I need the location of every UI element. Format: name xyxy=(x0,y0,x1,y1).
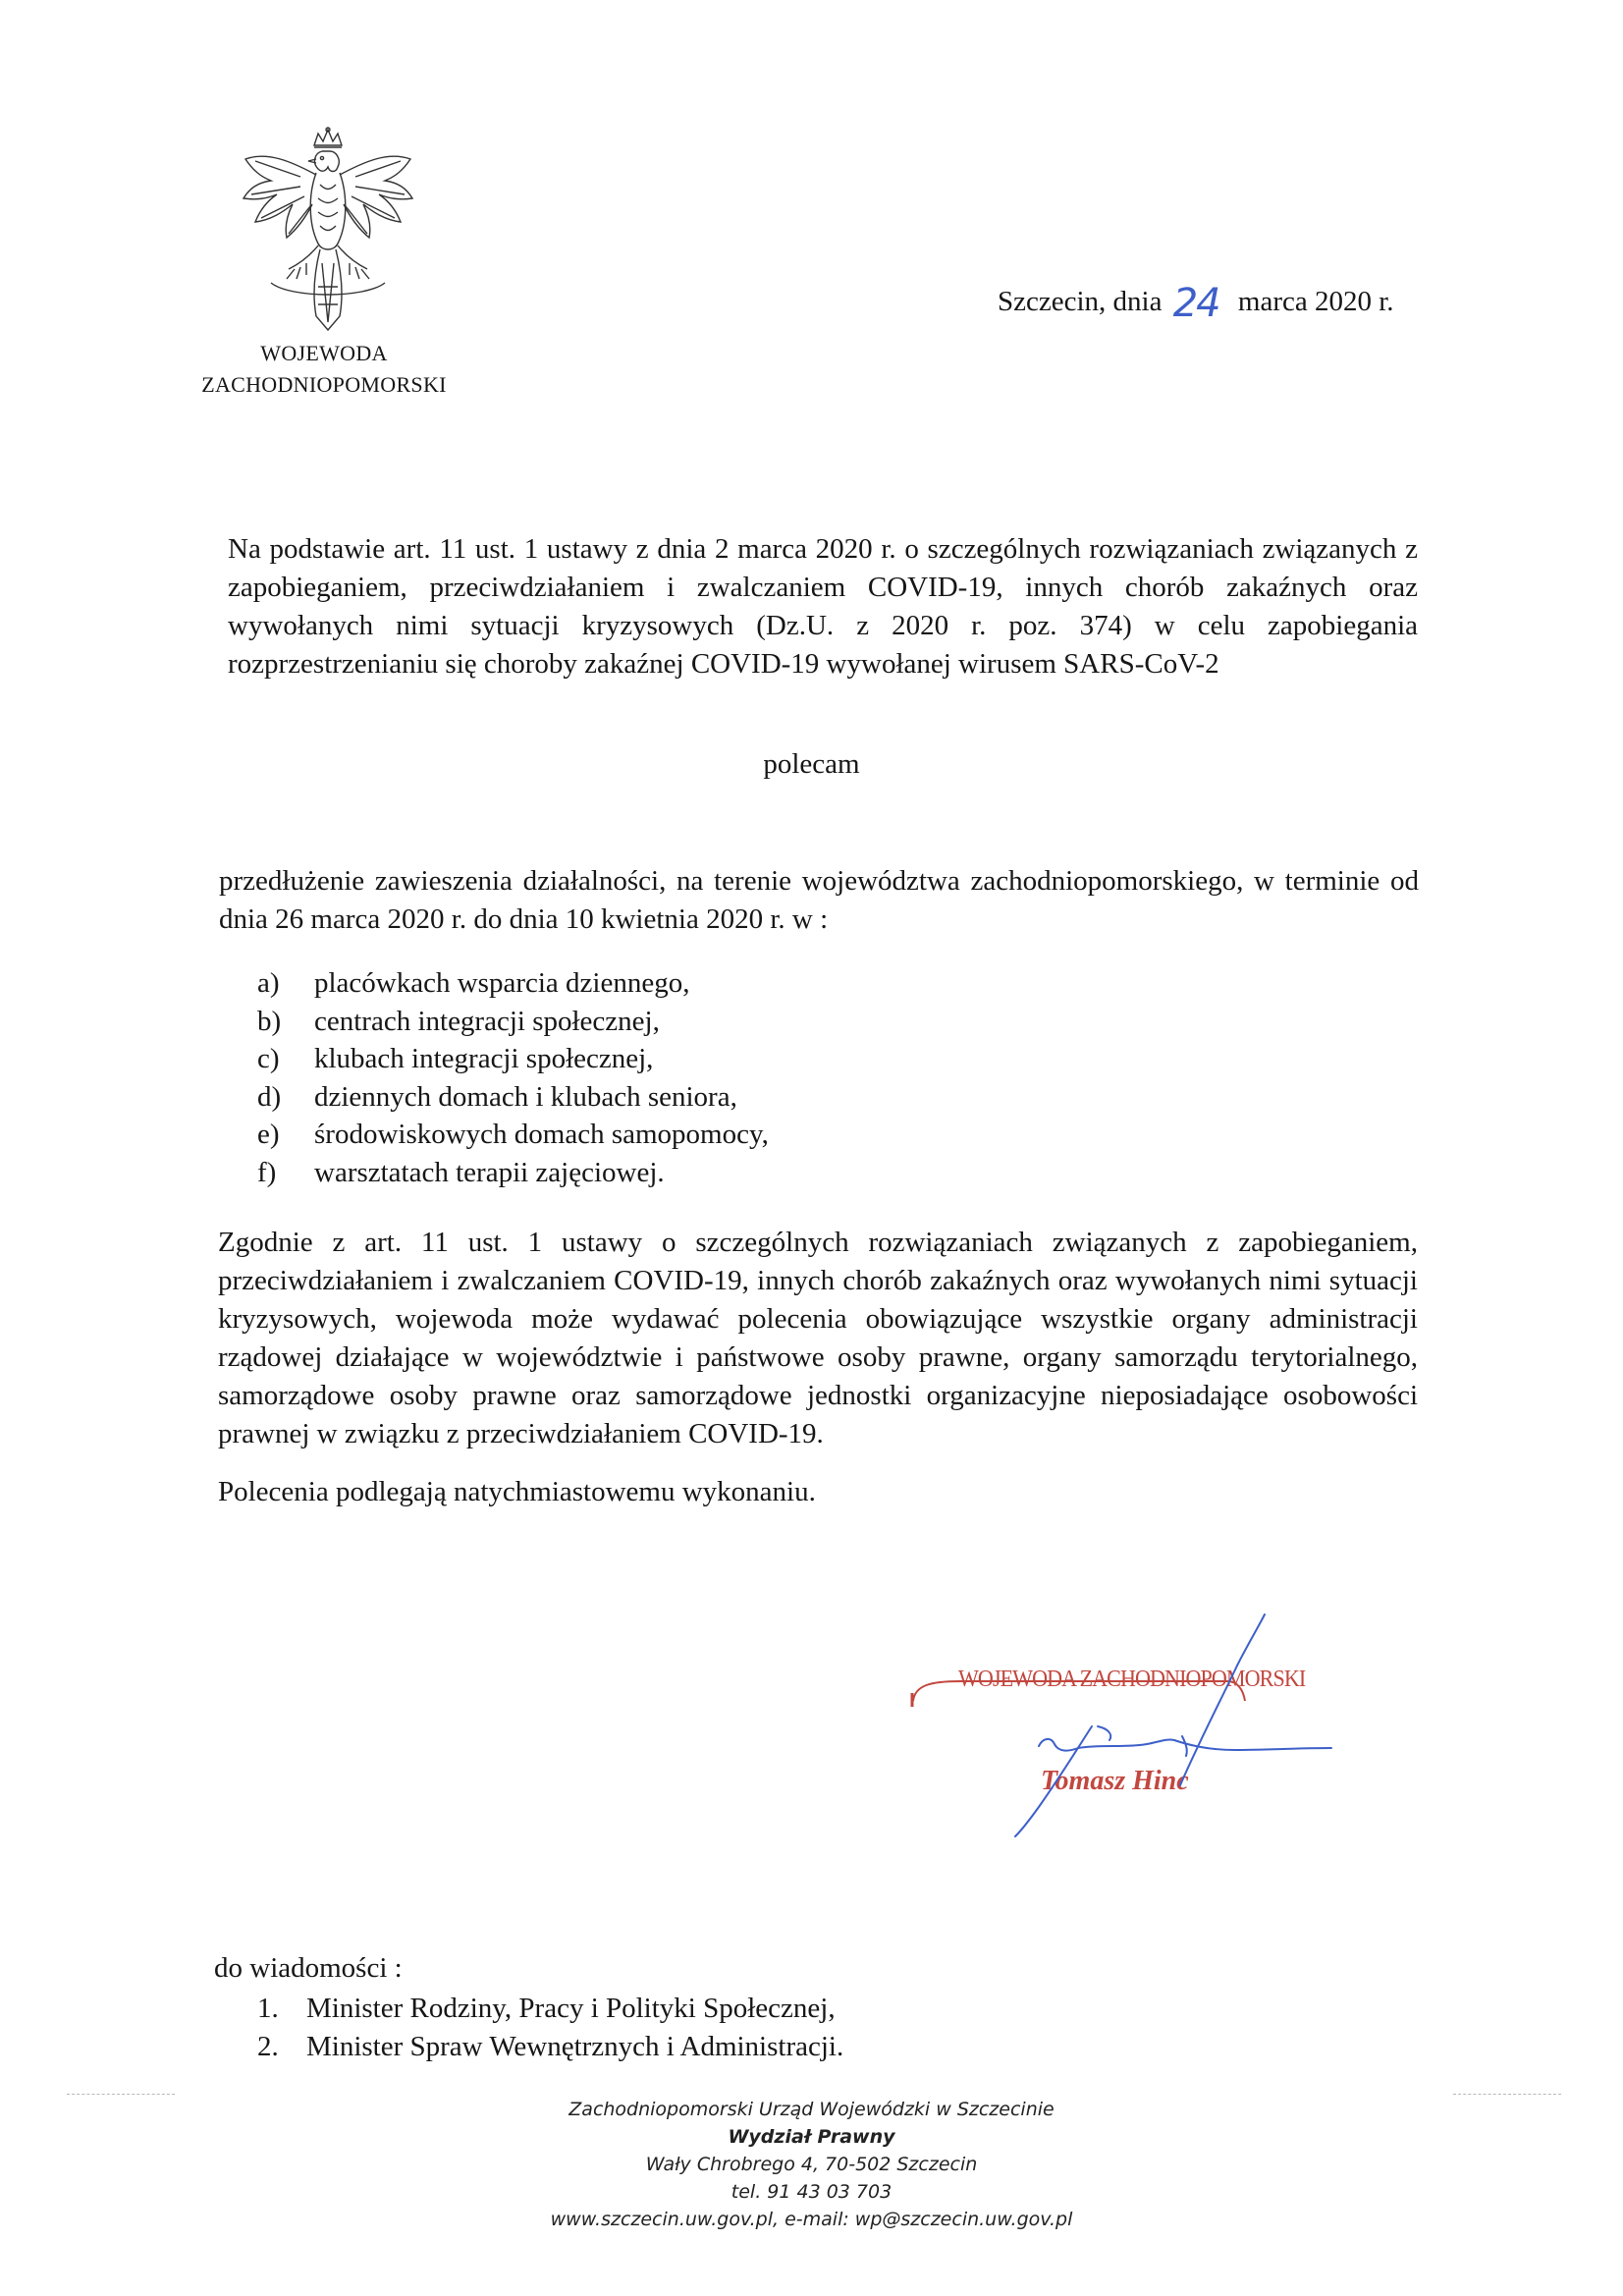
distribution-list xyxy=(257,1990,843,2065)
list-item-text: dziennych domach i klubach seniora, xyxy=(314,1080,737,1113)
date-day-handwritten: 24 xyxy=(1172,281,1219,326)
list-marker: d) xyxy=(257,1080,282,1113)
list-item xyxy=(257,2028,843,2066)
distribution-label: do wiadomości : xyxy=(214,1952,403,1984)
list-item-text: warsztatach terapii zajęciowej. xyxy=(314,1156,665,1188)
directive-word: polecam xyxy=(763,748,860,780)
list-item xyxy=(257,1040,1141,1078)
list-marker: f) xyxy=(257,1156,277,1188)
issuer-region: ZACHODNIOPOMORSKI xyxy=(201,372,447,397)
polish-eagle-emblem-icon xyxy=(232,126,424,336)
list-item xyxy=(257,1154,1141,1192)
footer-divider-right xyxy=(1453,2094,1561,2095)
intro-paragraph: Na podstawie art. 11 ust. 1 ustawy z dnia 2 marca 2020 r. o szczególnych rozwiązaniach związanych z zapobieganiem, przeciwdziałaniem i zwalczaniem COVID-19, innych chorób zakaźnych oraz wywołanych nimi sytuacji kryzysowych (Dz.U. z 2020 r. poz. 374) w celu zapobiegania rozprzestrzenianiu się choroby zakaźnej COVID-19 wywołanej wirusem SARS-CoV-2 xyxy=(228,533,1418,680)
footer-department: Wydział Prawny xyxy=(728,2126,895,2148)
list-item-text: klubach integracji społecznej, xyxy=(314,1043,654,1074)
issuer-block xyxy=(167,338,481,401)
handwritten-signature-icon xyxy=(892,1591,1363,1846)
legal-basis-paragraph: Zgodnie z art. 11 ust. 1 ustawy o szczególnych rozwiązaniach związanych z zapobieganiem, przeciwdziałaniem i zwalczaniem COVID-19, innych chorób zakaźnych oraz wywołanych nimi sytuacji kryzysowych, wojewoda może wydawać polecenia obowiązujące wszystkie organy administracji rządowej działające w województwie i państwowe osoby prawne, organy samorządu terytorialnego, samorządowe osoby prawne oraz samorządowe jednostki organizacyjne nieposiadające osobowości prawnej w związku z przeciwdziałaniem COVID-19. xyxy=(218,1227,1418,1449)
list-item-text: Minister Rodziny, Pracy i Polityki Społecznej, xyxy=(306,1993,836,2024)
footer-address-block xyxy=(0,2096,1623,2233)
list-item-text: centrach integracji społecznej, xyxy=(314,1005,660,1037)
facility-list xyxy=(257,964,1141,1191)
date-line xyxy=(998,275,1394,326)
footer-address: Wały Chrobrego 4, 70-502 Szczecin xyxy=(645,2154,978,2175)
list-item xyxy=(257,1078,1141,1117)
list-marker: a) xyxy=(257,967,280,999)
issuer-title: WOJEWODA xyxy=(260,341,388,365)
footer-office: Zachodniopomorski Urząd Wojewódzki w Szczecinie xyxy=(568,2099,1055,2120)
footer-phone: tel. 91 43 03 703 xyxy=(730,2181,893,2203)
stamp-title: WOJEWODA ZACHODNIOPOMORSKI xyxy=(958,1667,1306,1692)
list-item xyxy=(257,1116,1141,1154)
list-item xyxy=(257,964,1141,1003)
date-prefix: Szczecin, dnia xyxy=(998,286,1163,317)
date-suffix: marca 2020 r. xyxy=(1237,286,1394,317)
list-marker: 2. xyxy=(257,2030,279,2062)
final-statement: Polecenia podlegają natychmiastowemu wykonaniu. xyxy=(218,1476,816,1507)
stamp-name: Tomasz Hinc xyxy=(1041,1766,1189,1796)
list-marker: b) xyxy=(257,1005,282,1037)
footer-contact: www.szczecin.uw.gov.pl, e-mail: wp@szczecin.uw.gov.pl xyxy=(550,2209,1073,2230)
list-item-text: środowiskowych domach samopomocy, xyxy=(314,1119,769,1150)
footer-divider-left xyxy=(67,2094,175,2095)
list-marker: e) xyxy=(257,1119,280,1150)
order-paragraph: przedłużenie zawieszenia działalności, na terenie województwa zachodniopomorskiego, w terminie od dnia 26 marca 2020 r. do dnia 10 kwietnia 2020 r. w : xyxy=(219,865,1419,935)
list-marker: 1. xyxy=(257,1993,279,2024)
list-item-text: Minister Spraw Wewnętrznych i Administracji. xyxy=(306,2030,844,2062)
list-item xyxy=(257,1990,843,2028)
list-item-text: placówkach wsparcia dziennego, xyxy=(314,967,690,999)
list-marker: c) xyxy=(257,1043,280,1074)
list-item xyxy=(257,1003,1141,1041)
